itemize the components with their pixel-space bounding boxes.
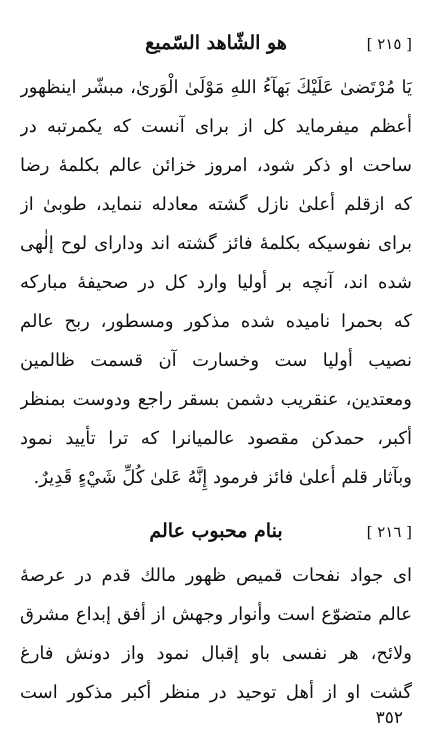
text-line: يَا مُرْتَضىٰ عَلَيْكَ بَهآءُ اللهِ مَوْلَىٰ الْوَرىٰ، مبشّر اينظهور [20, 77, 412, 98]
tablet-title: بنام محبوب عالم [149, 520, 283, 542]
text-line: وبآثار قلم أعلىٰ فائز فرمود إِنَّهُ عَلىٰ كُلِّ شَيْءٍ قَدِيرٌ. [33, 467, 412, 488]
tablet-header [20, 32, 412, 60]
text-line: كه ازقلم أعلىٰ نازل گشته معادله ننمايد، طوبىٰ از [20, 194, 412, 215]
tablet-216 [20, 520, 412, 712]
tablet-body [20, 556, 412, 712]
text-line: كه بحمرا ناميده شده مذكور ومسطور، ربح عالم [20, 311, 412, 332]
text-line: براى نفوسيكه بكلمهٔ فائز گشته اند ودارای لوح إلٰهی [20, 233, 412, 254]
tablet-215 [20, 32, 412, 497]
text-line: أعظم ميفرمايد كل از براى آنست كه يكمرتبه در [20, 116, 412, 137]
page-number: ٣٥٢ [375, 708, 403, 728]
tablet-title: هو الشّاهد السّميع [145, 32, 287, 54]
text-line: اى جواد نفحات قميص ظهور مالك قدم در عرصهٔ [20, 565, 412, 586]
tablet-header [20, 520, 412, 548]
tablet-number: [ ٢١٦ ] [366, 523, 412, 541]
text-line: ساحت او ذكر شود، امروز خزائن عالم بكلمهٔ رضا [20, 155, 412, 176]
text-line: ومعتدين، عنقريب دشمن بسقر راجع ودوست بمنظر [20, 389, 412, 410]
text-line: شده اند، آنچه بر أوليا وارد كل در صحيفهٔ مباركه [20, 272, 412, 293]
text-line: نصيب أوليا ست وخسارت آن قسمت ظالمين [20, 350, 412, 371]
text-line: عالم متضوّع است وأنوار وجهش از أفق إبداع مشرق [20, 604, 412, 625]
tablet-body [20, 68, 412, 497]
text-line: گشت او از أهل توحيد در منظر أكبر مذكور است [20, 682, 412, 703]
tablet-number: [ ٢١٥ ] [366, 35, 412, 53]
text-line: ولائح، هر نفسى باو إقبال نمود واز دونش فارغ [20, 643, 412, 664]
text-line: أكبر، حمدكن مقصود عالميانرا كه ترا تأييد نمود [20, 428, 412, 449]
